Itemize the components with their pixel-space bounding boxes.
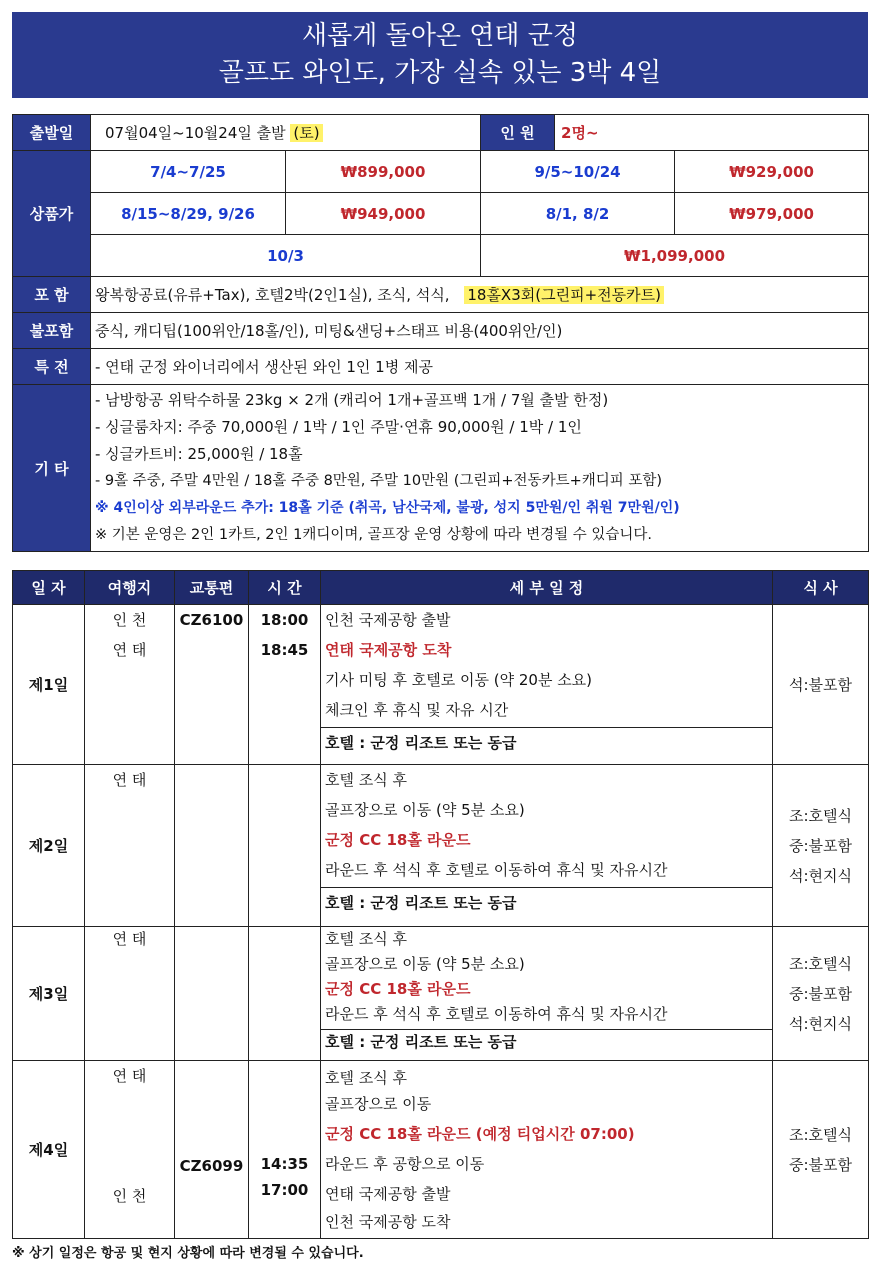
header-transport: 교통편 [175,571,249,605]
detail-item: 인천 국제공항 출발 [325,611,451,629]
detail-item: 라운드 후 석식 후 호텔로 이동하여 휴식 및 자유시간 [325,1005,668,1023]
etc-label: 기 타 [13,385,91,552]
etc-line-1: - 남방항공 위탁수하물 23kg × 2개 (캐리어 1개+골프백 1개 / 7월 출발 한정) [95,391,609,409]
day-row-3 [13,927,869,1061]
detail-item: 기사 미팅 후 호텔로 이동 (약 20분 소요) [325,671,593,689]
flight-cell [175,927,249,1061]
place-name: 연 태 [112,930,147,948]
detail-item: 군정 CC 18홀 라운드 [325,980,471,998]
place-cell [85,765,175,927]
time-cell [249,765,321,927]
special-value: - 연태 군정 와이너리에서 생산된 와인 1인 1병 제공 [91,349,869,385]
place-name: 연 태 [112,641,147,659]
meal-item: 석:불포함 [788,675,852,694]
price-label: 상품가 [13,151,91,277]
etc-line-4: - 9홀 주중, 주말 4만원 / 18홀 주중 8만원, 주말 10만원 (그린피+전동카트+캐디피 포함) [95,473,663,489]
include-highlight: 18홀X3회(그린피+전동카트) [464,286,664,304]
detail-item: 체크인 후 휴식 및 자유 시간 [325,701,509,719]
exclude-value: 중식, 캐디팁(100위안/18홀/인), 미팅&샌딩+스태프 비용(400위안/인) [91,313,869,349]
detail-item: 골프장으로 이동 (약 5분 소요) [325,801,525,819]
detail-item: 라운드 후 공항으로 이동 [325,1155,485,1173]
price-value-4: ₩979,000 [675,193,869,235]
place-cell [85,1061,175,1239]
hotel-info: 호텔 : 군정 리조트 또는 동급 [325,734,517,752]
header-place: 여행지 [85,571,175,605]
detail-item: 호텔 조식 후 [325,771,407,789]
etc-line-3: - 싱글카트비: 25,000원 / 18홀 [95,445,303,463]
time-value: 14:35 [260,1155,309,1173]
day-label: 제4일 [13,1061,85,1239]
detail-item: 인천 국제공항 도착 [325,1213,451,1231]
price-date-5: 10/3 [91,235,481,277]
include-value: 왕복항공료(유류+Tax), 호텔2박(2인1실), 조식, 석식, [95,286,450,304]
place-name: 인 천 [112,611,147,629]
detail-item: 군정 CC 18홀 라운드 [325,831,471,849]
price-value-3: ₩949,000 [286,193,481,235]
flight-number: CZ6100 [179,611,244,629]
day-label: 제1일 [13,605,85,765]
people-label: 인 원 [481,115,555,151]
price-date-4: 8/1, 8/2 [481,193,675,235]
etc-cell [91,385,869,552]
price-value-1: ₩899,000 [286,151,481,193]
meal-item: 중:불포함 [788,1155,852,1174]
detail-item: 호텔 조식 후 [325,1069,407,1087]
meal-item: 중:불포함 [788,836,852,855]
meal-cell [773,927,869,1061]
detail-item: 군정 CC 18홀 라운드 (예정 티업시간 07:00) [325,1125,635,1143]
detail-item: 연태 국제공항 출발 [325,1185,451,1203]
meal-item: 조:호텔식 [788,806,852,825]
people-value: 2명~ [555,115,869,151]
time-value: 18:45 [260,641,309,659]
detail-cell [321,1061,773,1239]
day-row-1 [13,605,869,765]
detail-cell [321,765,773,927]
include-label: 포 함 [13,277,91,313]
day-row-2 [13,765,869,927]
meal-item: 석:현지식 [788,866,852,885]
depart-day: (토) [290,124,322,142]
exclude-label: 불포함 [13,313,91,349]
etc-blue-line: ※ 4인이상 외부라운드 추가: 18홀 기준 (취곡, 남산국제, 불광, 성지 5만원/인 취원 7만원/인) [95,500,680,516]
place-name: 인 천 [112,1187,147,1205]
depart-label: 출발일 [13,115,91,151]
flight-number: CZ6099 [179,1157,244,1175]
title-banner [12,12,868,98]
header-day: 일 자 [13,571,85,605]
place-cell [85,927,175,1061]
time-value: 17:00 [260,1181,309,1199]
flight-cell [175,1061,249,1239]
place-name: 연 태 [112,771,147,789]
meal-cell [773,1061,869,1239]
price-date-2: 9/5~10/24 [481,151,675,193]
day-label: 제3일 [13,927,85,1061]
etc-note-line: ※ 기본 운영은 2인 1카트, 2인 1캐디이며, 골프장 운영 상황에 따라 변경될 수 있습니다. [95,527,653,543]
detail-item: 라운드 후 석식 후 호텔로 이동하여 휴식 및 자유시간 [325,861,668,879]
detail-item: 연태 국제공항 도착 [325,641,452,659]
meal-item: 조:호텔식 [788,1125,852,1144]
info-table [12,114,869,552]
time-cell [249,927,321,1061]
etc-line-2: - 싱글룸차지: 주중 70,000원 / 1박 / 1인 주말·연휴 90,000원 / 1박 / 1인 [95,418,582,436]
detail-item: 호텔 조식 후 [325,930,407,948]
detail-item: 골프장으로 이동 (약 5분 소요) [325,955,525,973]
title-line-1: 새롭게 돌아온 연태 군정 [302,21,578,51]
meal-cell [773,605,869,765]
day-row-4 [13,1061,869,1239]
depart-cell [91,115,481,151]
special-label: 특 전 [13,349,91,385]
meal-item: 석:현지식 [788,1014,852,1033]
flight-cell [175,765,249,927]
schedule-table [12,570,869,1239]
header-time: 시 간 [249,571,321,605]
detail-cell [321,605,773,765]
time-value: 18:00 [260,611,309,629]
title-line-2: 골프도 와인도, 가장 실속 있는 3박 4일 [218,58,662,88]
flight-cell [175,605,249,765]
price-date-3: 8/15~8/29, 9/26 [91,193,286,235]
header-meal: 식 사 [773,571,869,605]
detail-cell [321,927,773,1061]
time-cell [249,605,321,765]
include-cell [91,277,869,313]
depart-value: 07월04일~10월24일 출발 [105,124,286,142]
detail-item: 골프장으로 이동 [325,1095,432,1113]
price-value-2: ₩929,000 [675,151,869,193]
header-detail: 세 부 일 정 [321,571,773,605]
price-date-1: 7/4~7/25 [91,151,286,193]
hotel-info: 호텔 : 군정 리조트 또는 동급 [325,1033,517,1051]
day-label: 제2일 [13,765,85,927]
hotel-info: 호텔 : 군정 리조트 또는 동급 [325,894,517,912]
meal-item: 조:호텔식 [788,954,852,973]
footnote: ※ 상기 일정은 항공 및 현지 상황에 따라 변경될 수 있습니다. [12,1246,364,1261]
price-value-5: ₩1,099,000 [481,235,869,277]
time-cell [249,1061,321,1239]
place-name: 연 태 [112,1067,147,1085]
meal-item: 중:불포함 [788,984,852,1003]
place-cell [85,605,175,765]
meal-cell [773,765,869,927]
